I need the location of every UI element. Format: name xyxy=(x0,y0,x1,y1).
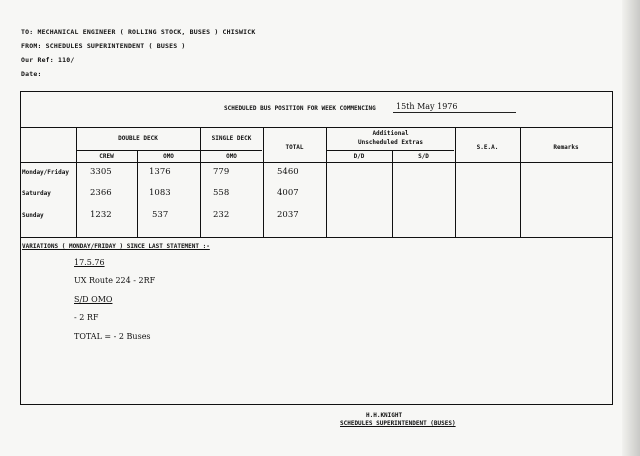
col-divider xyxy=(392,150,393,237)
col-divider xyxy=(200,127,201,237)
row-day: Monday/Friday xyxy=(22,169,69,176)
variation-date: 17.5.76 xyxy=(74,258,105,267)
dd-omo-value: 537 xyxy=(152,210,169,220)
dd-omo-value: 1083 xyxy=(149,188,171,198)
unscheduled-extras-header: Unscheduled Extras xyxy=(357,139,424,146)
title-divider xyxy=(21,127,612,128)
additional-header: Additional xyxy=(372,130,409,137)
crew-value: 2366 xyxy=(90,188,112,198)
variation-route: UX Route 224 - 2RF xyxy=(74,276,156,285)
total-value: 5460 xyxy=(277,167,299,177)
dd-omo-header: OMO xyxy=(163,153,174,160)
variation-change: - 2 RF xyxy=(74,313,99,322)
single-deck-header: SINGLE DECK xyxy=(211,135,252,142)
page-edge-shadow xyxy=(622,0,640,456)
form-title: SCHEDULED BUS POSITION FOR WEEK COMMENCING xyxy=(224,105,376,112)
crew-value: 1232 xyxy=(90,210,112,220)
date-underline xyxy=(393,112,516,113)
signatory-title: SCHEDULES SUPERINTENDENT (BUSES) xyxy=(340,420,456,427)
col-divider xyxy=(76,127,77,237)
week-date: 15th May 1976 xyxy=(396,102,458,111)
remarks-header: Remarks xyxy=(553,144,579,151)
sd-omo-header: OMO xyxy=(226,153,237,160)
crew-value: 3305 xyxy=(90,167,112,177)
date-label: Date: xyxy=(21,70,42,78)
from-line: FROM: SCHEDULES SUPERINTENDENT ( BUSES ) xyxy=(21,42,186,50)
dd-omo-value: 1376 xyxy=(149,167,171,177)
col-divider xyxy=(137,150,138,237)
header-divider xyxy=(21,162,612,163)
variation-total: TOTAL = - 2 Buses xyxy=(74,332,151,341)
sd-omo-value: 232 xyxy=(213,210,230,220)
variations-heading: VARIATIONS ( MONDAY/FRIDAY ) SINCE LAST STATEMENT :- xyxy=(22,243,210,250)
sea-header: S.E.A. xyxy=(476,144,499,151)
signatory-name: H.H.KNIGHT xyxy=(366,412,403,419)
table-bottom-divider xyxy=(21,237,612,238)
our-ref: Our Ref: 110/ xyxy=(21,56,75,64)
dd-header: D/D xyxy=(353,153,365,160)
to-line: TO: MECHANICAL ENGINEER ( ROLLING STOCK, BUSES ) CHISWICK xyxy=(21,28,256,36)
subheader-divider-deck xyxy=(76,150,262,151)
row-day: Saturday xyxy=(22,190,51,197)
total-value: 2037 xyxy=(277,210,299,220)
total-value: 4007 xyxy=(277,188,299,198)
subheader-divider-extras xyxy=(326,150,454,151)
variation-sd-omo: S/D OMO xyxy=(74,295,113,304)
sd-header: S/D xyxy=(418,153,429,160)
sd-omo-value: 779 xyxy=(213,167,230,177)
row-day: Sunday xyxy=(22,212,44,219)
total-header: TOTAL xyxy=(285,144,304,151)
crew-header: CREW xyxy=(99,153,114,160)
double-deck-header: DOUBLE DECK xyxy=(118,135,158,142)
sd-omo-value: 558 xyxy=(213,188,230,198)
